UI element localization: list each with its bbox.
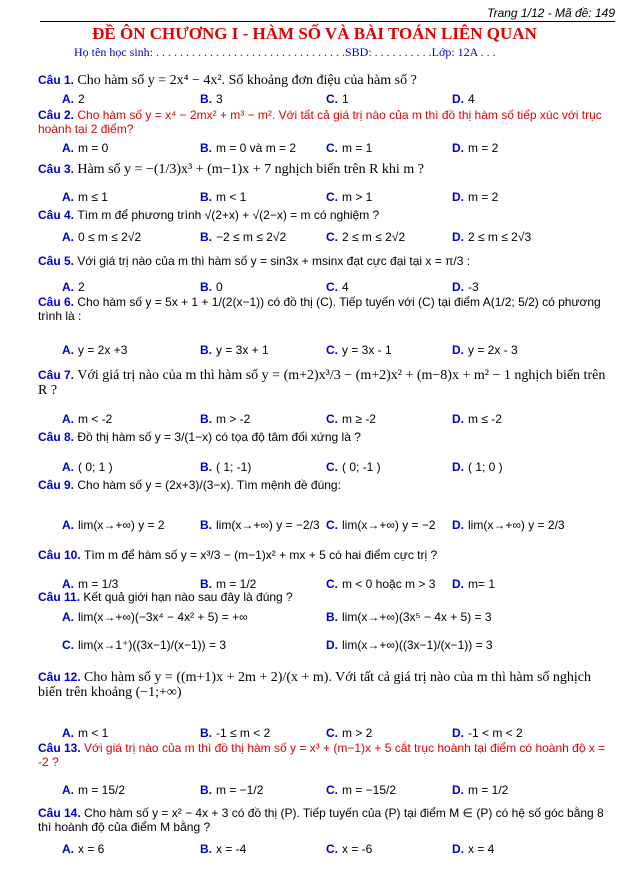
option-b[interactable] — [200, 726, 270, 740]
option-text: 2 ≤ m ≤ 2√2 — [342, 230, 406, 244]
option-b[interactable] — [200, 141, 296, 155]
option-text: m > 2 — [342, 726, 373, 740]
question-stem: Hàm số y = −(1/3)x³ + (m−1)x + 7 nghịch biến trên R khi m ? — [77, 162, 424, 177]
option-letter: D. — [452, 230, 464, 244]
option-text: m = 2 — [468, 190, 499, 204]
option-text: ( 1; -1) — [216, 460, 252, 474]
exam-title: ĐỀ ÔN CHƯƠNG I - HÀM SỐ VÀ BÀI TOÁN LIÊN QUAN — [92, 24, 537, 43]
option-c[interactable] — [326, 460, 381, 474]
option-text: 4 — [342, 280, 349, 294]
option-text: -1 ≤ m < 2 — [216, 726, 271, 740]
option-d[interactable] — [452, 412, 502, 426]
option-text: y = 3x - 1 — [342, 343, 392, 357]
option-letter: B. — [200, 190, 212, 204]
option-b[interactable] — [200, 190, 246, 204]
option-a[interactable] — [62, 343, 127, 357]
option-d[interactable] — [452, 460, 503, 474]
option-letter: A. — [62, 726, 74, 740]
option-d[interactable] — [452, 842, 494, 856]
question-stem: Với giá trị nào của m thì hàm số y = (m+2)x³/3 − (m+2)x² + (m−8)x + m² − 1 nghịch biến trên R ? — [38, 368, 606, 398]
option-text: -3 — [468, 280, 479, 294]
option-text: 0 ≤ m ≤ 2√2 — [78, 230, 142, 244]
option-letter: D. — [452, 726, 464, 740]
option-c[interactable] — [326, 783, 396, 797]
question-label: Câu 4. — [38, 208, 78, 222]
option-text: 4 — [468, 92, 475, 106]
question-label: Câu 14. — [38, 806, 85, 820]
option-letter: A. — [62, 190, 74, 204]
question-stem: Đồ thị hàm số y = 3/(1−x) có tọa độ tâm đối xứng là ? — [77, 430, 361, 444]
option-letter: B. — [200, 577, 212, 591]
option-b[interactable] — [200, 842, 246, 856]
option-a[interactable] — [62, 783, 125, 797]
option-letter: D. — [452, 343, 464, 357]
option-text: 0 — [216, 280, 223, 294]
option-text: lim(x→+∞) y = 2 — [78, 518, 165, 532]
option-text: lim(x→+∞) y = −2 — [342, 518, 436, 532]
option-letter: C. — [326, 412, 338, 426]
option-b[interactable] — [200, 343, 269, 357]
student-info: Họ tên học sinh: . . . . . . . . . . . . . . . . . . . . . . . . . . . . . . . .SBD: . . . . . . . . . .Lớp: 12A . . . — [74, 45, 496, 59]
question-label: Câu 2. — [38, 108, 78, 122]
option-letter: B. — [200, 92, 212, 106]
option-text: m ≤ 1 — [78, 190, 108, 204]
option-a[interactable] — [62, 412, 112, 426]
option-d[interactable] — [452, 190, 498, 204]
option-text: y = 3x + 1 — [216, 343, 269, 357]
option-letter: C. — [326, 343, 338, 357]
option-b[interactable] — [200, 412, 250, 426]
question-label: Câu 11. — [38, 590, 84, 604]
option-text: m = 1/2 — [216, 577, 257, 591]
option-letter: A. — [62, 610, 74, 624]
option-letter: C. — [326, 726, 338, 740]
question-2 — [38, 108, 615, 136]
option-letter: A. — [62, 92, 74, 106]
option-text: y = 2x - 3 — [468, 343, 518, 357]
option-text: lim(x→+∞)(−3x⁴ − 4x² + 5) = +∞ — [78, 610, 248, 624]
option-letter: C. — [326, 842, 338, 856]
question-label: Câu 3. — [38, 162, 78, 176]
question-stem: Cho hàm số y = 5x + 1 + 1/(2(x−1)) có đồ thị (C). Tiếp tuyến với (C) tại điểm A(1/2; 5/2) có phương trình là : — [38, 295, 601, 323]
option-letter: D. — [452, 412, 464, 426]
option-letter: C. — [326, 280, 338, 294]
option-letter: D. — [452, 190, 464, 204]
option-letter: C. — [326, 190, 338, 204]
option-letter: C. — [326, 518, 338, 532]
question-10 — [38, 548, 615, 562]
option-c[interactable] — [326, 518, 436, 532]
option-c[interactable] — [326, 726, 372, 740]
option-text: lim(x→+∞) y = −2/3 — [216, 518, 320, 532]
option-letter: D. — [452, 141, 464, 155]
option-c[interactable] — [326, 190, 372, 204]
question-stem: Cho hàm số y = ((m+1)x + 2m + 2)/(x + m). Với tất cả giá trị nào của m thì hàm số nghịch biến trên khoảng (−1;+∞) — [38, 670, 592, 700]
option-text: m < 1 — [78, 726, 109, 740]
option-text: x = -6 — [342, 842, 373, 856]
option-text: y = 2x +3 — [78, 343, 128, 357]
option-a[interactable] — [62, 518, 165, 532]
option-text: ( 0; -1 ) — [342, 460, 381, 474]
option-text: lim(x→+∞) y = 2/3 — [468, 518, 565, 532]
option-letter: B. — [200, 141, 212, 155]
option-text: m = −1/2 — [216, 783, 264, 797]
question-14 — [38, 806, 615, 834]
option-b[interactable] — [200, 783, 263, 797]
option-text: x = -4 — [216, 842, 247, 856]
option-b[interactable] — [200, 518, 320, 532]
option-c[interactable] — [326, 577, 435, 591]
question-6 — [38, 295, 615, 323]
option-a[interactable] — [62, 726, 108, 740]
option-letter: A. — [62, 518, 74, 532]
question-label: Câu 5. — [38, 254, 78, 268]
option-c[interactable] — [326, 412, 376, 426]
option-a[interactable] — [62, 230, 141, 244]
option-letter: D. — [326, 638, 338, 652]
option-letter: A. — [62, 141, 74, 155]
question-stem: Tìm m để phương trình √(2+x) + √(2−x) = m có nghiệm ? — [77, 208, 380, 222]
header-rule — [40, 21, 615, 22]
option-text: m ≥ -2 — [342, 412, 376, 426]
option-text: m= 1 — [468, 577, 496, 591]
option-b[interactable] — [200, 230, 286, 244]
question-label: Câu 1. — [38, 73, 78, 87]
option-letter: A. — [62, 230, 74, 244]
question-11 — [38, 590, 615, 604]
option-b[interactable] — [200, 92, 223, 106]
option-c[interactable] — [326, 280, 349, 294]
option-letter: B. — [200, 343, 212, 357]
option-letter: D. — [452, 577, 464, 591]
question-13 — [38, 741, 615, 769]
option-letter: D. — [452, 92, 464, 106]
option-letter: A. — [62, 577, 74, 591]
option-letter: A. — [62, 412, 74, 426]
question-label: Câu 9. — [38, 478, 78, 492]
option-a[interactable] — [62, 842, 104, 856]
option-b[interactable] — [200, 280, 223, 294]
option-c[interactable] — [326, 92, 349, 106]
option-letter: B. — [200, 230, 212, 244]
option-letter: A. — [62, 842, 74, 856]
option-letter: D. — [452, 280, 464, 294]
option-d[interactable] — [452, 518, 565, 532]
option-d[interactable] — [452, 92, 475, 106]
question-8 — [38, 430, 615, 444]
option-letter: B. — [200, 460, 212, 474]
question-label: Câu 10. — [38, 548, 85, 562]
question-label: Câu 6. — [38, 295, 78, 309]
question-stem: Cho hàm số y = (2x+3)/(3−x). Tìm mệnh đề đúng: — [77, 478, 341, 492]
option-letter: C. — [326, 141, 338, 155]
option-text: m < -2 — [78, 412, 113, 426]
question-label: Câu 12. — [38, 670, 85, 684]
question-1 — [38, 73, 615, 88]
option-letter: C. — [326, 92, 338, 106]
question-12 — [38, 670, 615, 700]
page-code: Trang 1/12 - Mã đề: 149 — [487, 6, 615, 20]
option-letter: D. — [452, 460, 464, 474]
option-c[interactable] — [326, 343, 392, 357]
option-text: m = 15/2 — [78, 783, 126, 797]
question-label: Câu 13. — [38, 741, 85, 755]
option-c[interactable] — [62, 638, 226, 652]
option-text: m > -2 — [216, 412, 251, 426]
option-letter: B. — [200, 280, 212, 294]
question-stem: Tìm m để hàm số y = x³/3 − (m−1)x² + mx + 5 có hai điểm cực trị ? — [84, 548, 438, 562]
option-letter: C. — [326, 230, 338, 244]
question-3 — [38, 162, 615, 177]
question-9 — [38, 478, 615, 492]
option-letter: A. — [62, 343, 74, 357]
option-c[interactable] — [326, 230, 405, 244]
option-text: lim(x→+∞)(3x⁵ − 4x + 5) = 3 — [342, 610, 492, 624]
question-7 — [38, 368, 615, 398]
option-text: 2 — [78, 92, 85, 106]
option-c[interactable] — [326, 842, 372, 856]
option-text: m = 0 — [78, 141, 109, 155]
option-text: 2 ≤ m ≤ 2√3 — [468, 230, 532, 244]
option-d[interactable] — [326, 638, 493, 652]
option-a[interactable] — [62, 190, 108, 204]
option-text: m ≤ -2 — [468, 412, 502, 426]
option-text: x = 6 — [78, 842, 105, 856]
option-text: 3 — [216, 92, 223, 106]
option-letter: C. — [326, 577, 338, 591]
option-a[interactable] — [62, 460, 113, 474]
option-b[interactable] — [200, 577, 256, 591]
option-letter: B. — [200, 412, 212, 426]
question-4 — [38, 208, 615, 222]
option-text: x = 4 — [468, 842, 495, 856]
question-stem: Cho hàm số y = 2x⁴ − 4x². Số khoảng đơn điệu của hàm số ? — [77, 73, 417, 88]
option-letter: C. — [62, 638, 74, 652]
option-text: ( 1; 0 ) — [468, 460, 503, 474]
option-letter: C. — [326, 460, 338, 474]
option-text: m < 1 — [216, 190, 247, 204]
question-stem: Với giá trị nào của m thì hàm số y = sin3x + msinx đạt cực đại tại x = π/3 : — [77, 254, 471, 268]
option-a[interactable] — [62, 92, 85, 106]
option-d[interactable] — [452, 726, 523, 740]
option-a[interactable] — [62, 577, 118, 591]
option-a[interactable] — [62, 610, 248, 624]
option-letter: D. — [452, 842, 464, 856]
option-letter: B. — [200, 783, 212, 797]
option-text: 1 — [342, 92, 349, 106]
option-text: ( 0; 1 ) — [78, 460, 113, 474]
option-letter: B. — [200, 518, 212, 532]
option-d[interactable] — [452, 343, 518, 357]
question-stem: Với giá trị nào của m thì đồ thị hàm số y = x³ + (m−1)x + 5 cắt trục hoành tại điểm có hoành độ x = -2 ? — [38, 741, 606, 769]
option-a[interactable] — [62, 141, 108, 155]
question-label: Câu 8. — [38, 430, 78, 444]
option-text: 2 — [78, 280, 85, 294]
option-d[interactable] — [452, 230, 531, 244]
option-text: m = 1 — [342, 141, 373, 155]
option-b[interactable] — [326, 610, 492, 624]
option-d[interactable] — [452, 280, 479, 294]
option-text: m = 1/2 — [468, 783, 509, 797]
option-c[interactable] — [326, 141, 372, 155]
option-text: m = 0 và m = 2 — [216, 141, 297, 155]
option-text: m = 1/3 — [78, 577, 119, 591]
option-text: m > 1 — [342, 190, 373, 204]
question-stem: Cho hàm số y = x⁴ − 2mx² + m³ − m². Với tất cả giá trị nào của m thì đồ thị hàm số tiếp xúc với trục hoành tại 2 điểm? — [38, 108, 602, 136]
option-text: −2 ≤ m ≤ 2√2 — [216, 230, 287, 244]
option-text: -1 < m < 2 — [468, 726, 523, 740]
option-text: m < 0 hoặc m > 3 — [342, 577, 436, 591]
option-d[interactable] — [452, 577, 495, 591]
option-letter: A. — [62, 460, 74, 474]
option-letter: A. — [62, 783, 74, 797]
option-letter: D. — [452, 518, 464, 532]
option-text: lim(x→+∞)((3x−1)/(x−1)) = 3 — [342, 638, 493, 652]
option-d[interactable] — [452, 783, 508, 797]
option-d[interactable] — [452, 141, 498, 155]
question-stem: Kết quả giới hạn nào sau đây là đúng ? — [83, 590, 293, 604]
question-stem: Cho hàm số y = x² − 4x + 3 có đồ thị (P). Tiếp tuyến của (P) tại điểm M ∈ (P) có hệ số góc bằng 8 thì hoành độ của điểm M bằng ? — [38, 806, 604, 834]
question-5 — [38, 254, 615, 268]
option-text: m = 2 — [468, 141, 499, 155]
option-b[interactable] — [200, 460, 251, 474]
option-text: lim(x→1⁺)((3x−1)/(x−1)) = 3 — [78, 638, 227, 652]
option-a[interactable] — [62, 280, 85, 294]
option-letter: C. — [326, 783, 338, 797]
question-label: Câu 7. — [38, 368, 78, 382]
option-text: m = −15/2 — [342, 783, 397, 797]
option-letter: B. — [326, 610, 338, 624]
option-letter: B. — [200, 726, 212, 740]
option-letter: A. — [62, 280, 74, 294]
option-letter: D. — [452, 783, 464, 797]
option-letter: B. — [200, 842, 212, 856]
